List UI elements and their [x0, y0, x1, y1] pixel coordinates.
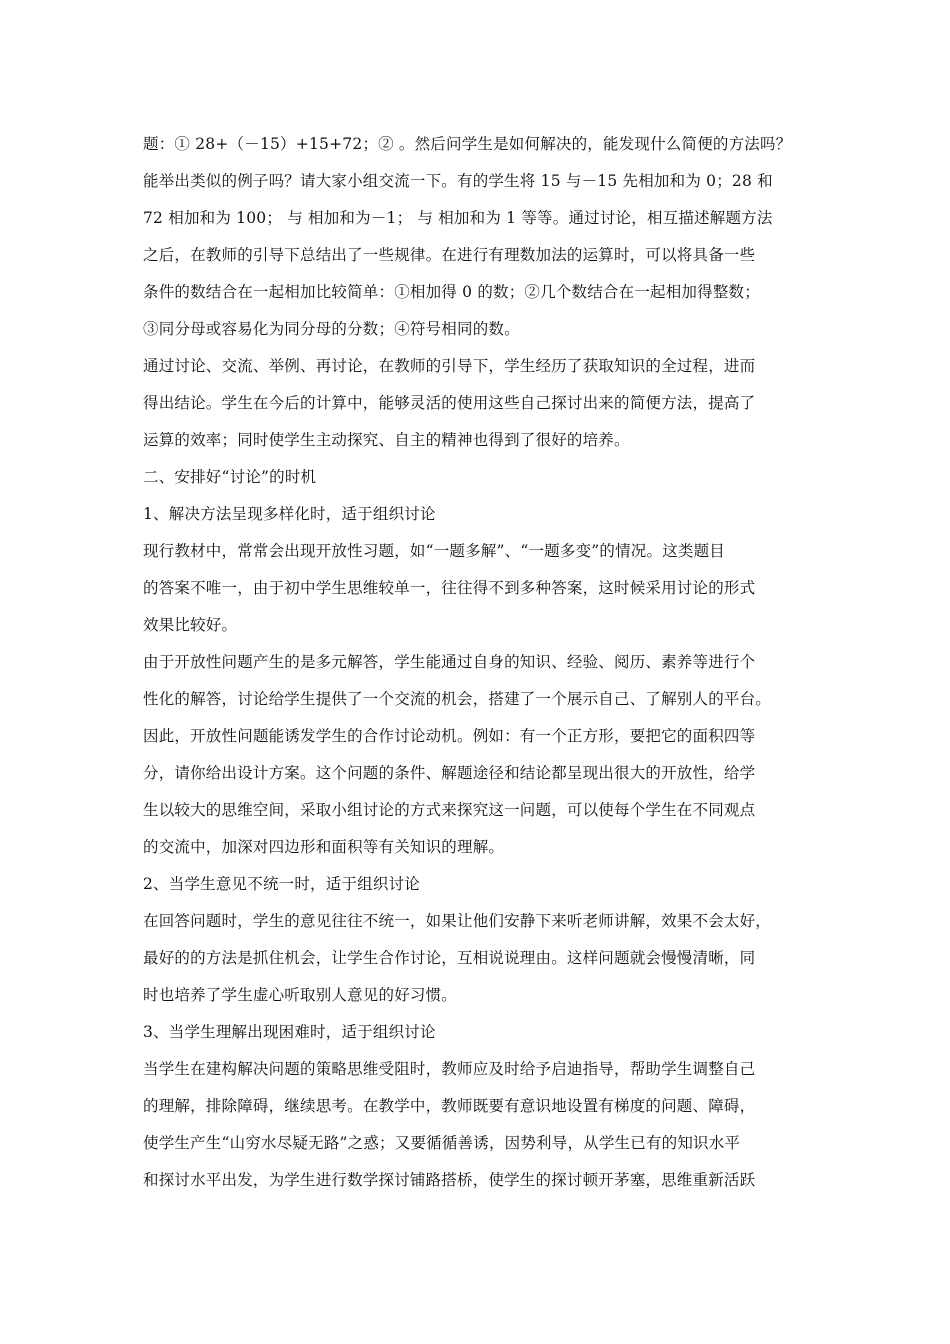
- text-line: 通过讨论、交流、举例、再讨论，在教师的引导下，学生经历了获取知识的全过程，进而: [143, 357, 756, 375]
- text-line: 最好的的方法是抓住机会，让学生合作讨论，互相说说理由。这样问题就会慢慢清晰，同: [143, 949, 756, 967]
- text-line: 得出结论。学生在今后的计算中，能够灵活的使用这些自己探讨出来的简便方法，提高了: [143, 394, 756, 412]
- text-line: 现行教材中，常常会出现开放性习题，如“一题多解”、“一题多变”的情况。这类题目: [143, 542, 725, 560]
- text-line: 条件的数结合在一起相加比较简单：①相加得 0 的数；②几个数结合在一起相加得整数；: [143, 283, 760, 301]
- text-line: 之后，在教师的引导下总结出了一些规律。在进行有理数加法的运算时，可以将具备一些: [143, 246, 756, 264]
- text-line: 性化的解答，讨论给学生提供了一个交流的机会，搭建了一个展示自己、了解别人的平台。: [143, 690, 772, 708]
- text-line: 在回答问题时，学生的意见往往不统一，如果让他们安静下来听老师讲解，效果不会太好，: [143, 912, 772, 930]
- text-line: 的理解，排除障碍，继续思考。在教学中，教师既要有意识地设置有梯度的问题、障碍，: [143, 1097, 756, 1115]
- text-line: 72 相加和为 100； 与 相加和为－1； 与 相加和为 1 等等。通过讨论，相互描述解题方法: [143, 209, 773, 227]
- text-line: 分，请你给出设计方案。这个问题的条件、解题途径和结论都呈现出很大的开放性，给学: [143, 764, 756, 782]
- text-line: 生以较大的思维空间，采取小组讨论的方式来探究这一问题，可以使每个学生在不同观点: [143, 801, 756, 819]
- text-line: 运算的效率；同时使学生主动探究、自主的精神也得到了很好的培养。: [143, 431, 630, 449]
- text-line: 时也培养了学生虚心听取别人意见的好习惯。: [143, 986, 458, 1004]
- subsection-heading: 2、当学生意见不统一时，适于组织讨论: [143, 875, 420, 893]
- text-line: 和探讨水平出发，为学生进行数学探讨铺路搭桥，使学生的探讨顿开茅塞，思维重新活跃: [143, 1171, 756, 1189]
- section-heading: 二、安排好“讨论”的时机: [143, 468, 317, 486]
- document-body: [143, 126, 813, 1199]
- text-line: 使学生产生“山穷水尽疑无路”之惑；又要循循善诱，因势利导，从学生已有的知识水平: [143, 1134, 741, 1152]
- text-line: 当学生在建构解决问题的策略思维受阻时，教师应及时给予启迪指导，帮助学生调整自己: [143, 1060, 756, 1078]
- text-line: 题：① 28+（－15）+15+72；② 。然后问学生是如何解决的，能发现什么简便的方法吗？: [143, 135, 792, 153]
- text-line: ③同分母或容易化为同分母的分数；④符号相同的数。: [143, 320, 520, 338]
- subsection-heading: 1、解决方法呈现多样化时，适于组织讨论: [143, 505, 436, 523]
- text-line: 由于开放性问题产生的是多元解答，学生能通过自身的知识、经验、阅历、素养等进行个: [143, 653, 756, 671]
- text-line: 的交流中，加深对四边形和面积等有关知识的理解。: [143, 838, 505, 856]
- text-line: 效果比较好。: [143, 616, 238, 634]
- subsection-heading: 3、当学生理解出现困难时，适于组织讨论: [143, 1023, 436, 1041]
- text-line: 因此，开放性问题能诱发学生的合作讨论动机。例如：有一个正方形，要把它的面积四等: [143, 727, 756, 745]
- text-line: 能举出类似的例子吗？请大家小组交流一下。有的学生将 15 与－15 先相加和为 0；28 和: [143, 172, 773, 190]
- text-line: 的答案不唯一，由于初中学生思维较单一，往往得不到多种答案，这时候采用讨论的形式: [143, 579, 756, 597]
